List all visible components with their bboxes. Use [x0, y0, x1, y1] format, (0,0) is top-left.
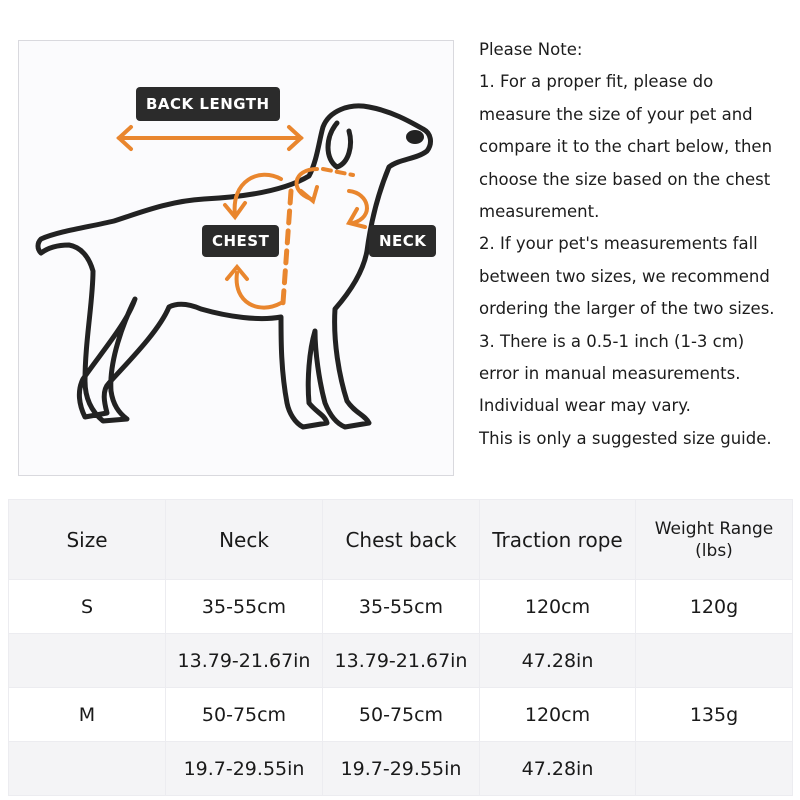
cell-neck: 19.7-29.55in [166, 742, 323, 796]
cell-traction-rope: 47.28in [480, 634, 636, 688]
cell-traction-rope: 120cm [480, 688, 636, 742]
table-row [9, 580, 793, 634]
notes-line: Individual wear may vary. [479, 396, 691, 416]
cell-chest-back: 13.79-21.67in [323, 634, 480, 688]
notes-line: between two sizes, we recommend [479, 266, 770, 286]
header-weight-range [636, 500, 793, 580]
notes-line: measurement. [479, 202, 600, 222]
header-size: Size [9, 500, 166, 580]
chest-dashed-line [283, 191, 291, 303]
size-diagram [18, 40, 454, 476]
notes-line: compare it to the chart below, then [479, 137, 773, 157]
cell-neck: 50-75cm [166, 688, 323, 742]
header-traction-rope: Traction rope [480, 500, 636, 580]
table-row [9, 688, 793, 742]
cell-weight [636, 742, 793, 796]
cell-size [9, 634, 166, 688]
cell-weight: 135g [636, 688, 793, 742]
cell-weight: 120g [636, 580, 793, 634]
cell-chest-back: 19.7-29.55in [323, 742, 480, 796]
header-weight-range-unit: (lbs) [695, 540, 733, 561]
dog-silhouette [38, 106, 430, 427]
cell-neck: 35-55cm [166, 580, 323, 634]
neck-label: NECK [369, 225, 436, 257]
dog-ear [328, 123, 351, 167]
header-weight-range-label: Weight Range [654, 518, 774, 539]
notes-line: 1. For a proper fit, please do [479, 72, 714, 92]
cell-size: M [9, 688, 166, 742]
notes-line: error in manual measurements. [479, 364, 741, 384]
header-neck: Neck [166, 500, 323, 580]
header-chest-back: Chest back [323, 500, 480, 580]
cell-chest-back: 50-75cm [323, 688, 480, 742]
cell-traction-rope: 47.28in [480, 742, 636, 796]
notes-line: 2. If your pet's measurements fall [479, 234, 758, 254]
cell-weight [636, 634, 793, 688]
cell-neck: 13.79-21.67in [166, 634, 323, 688]
neck-dashed-line [323, 169, 353, 175]
fit-notes [479, 34, 799, 455]
notes-line: ordering the larger of the two sizes. [479, 299, 775, 319]
cell-chest-back: 35-55cm [323, 580, 480, 634]
cell-size: S [9, 580, 166, 634]
notes-heading: Please Note: [479, 40, 583, 59]
table-row [9, 634, 793, 688]
notes-line: This is only a suggested size guide. [479, 428, 772, 448]
back-length-label: BACK LENGTH [136, 87, 280, 121]
notes-line: 3. There is a 0.5-1 inch (1-3 cm) [479, 331, 745, 351]
table-row [9, 742, 793, 796]
notes-line: choose the size based on the chest [479, 169, 771, 189]
cell-traction-rope: 120cm [480, 580, 636, 634]
size-chart-table [8, 499, 793, 796]
dog-nose [406, 130, 424, 144]
notes-line: measure the size of your pet and [479, 104, 753, 124]
table-header-row [9, 500, 793, 580]
back-length-arrow [119, 127, 301, 149]
cell-size [9, 742, 166, 796]
chest-label: CHEST [202, 225, 279, 257]
